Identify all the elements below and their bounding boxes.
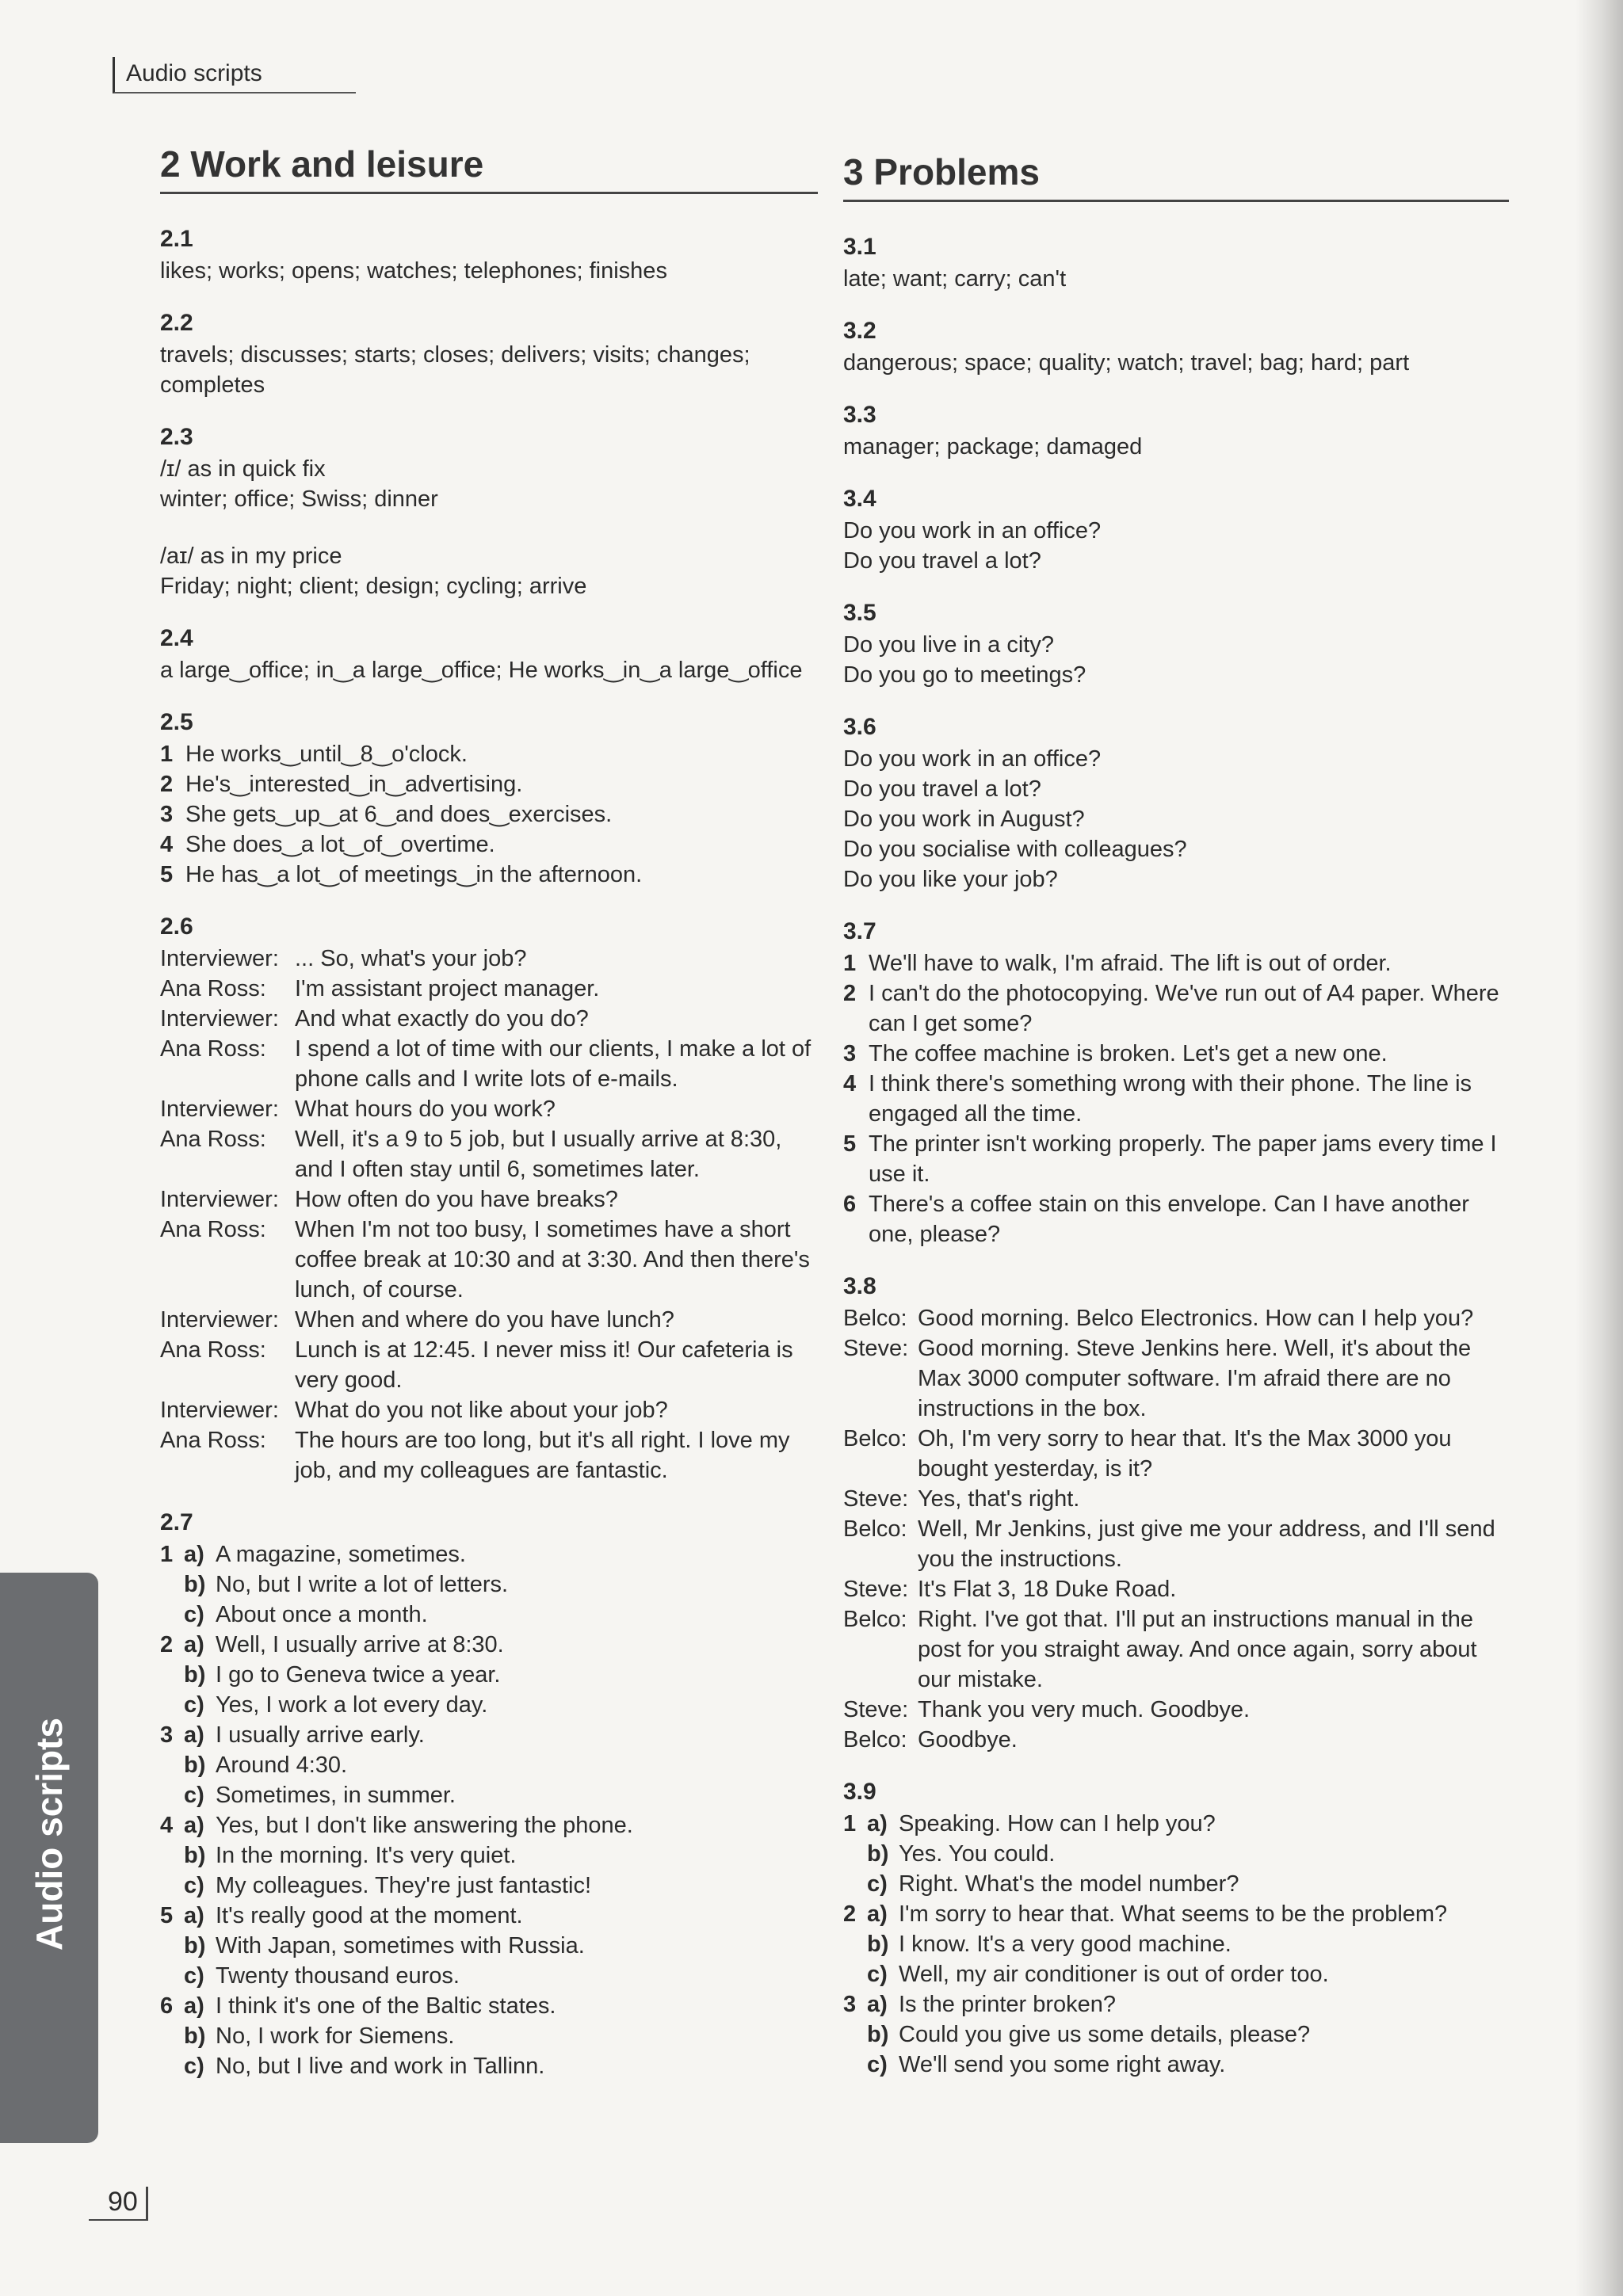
text-line: Do you go to meetings?	[843, 662, 1086, 688]
list-item: 5 The printer isn't working properly. The paper jams every time I use it.	[843, 1131, 1497, 1187]
utterance: What do you not like about your job?	[295, 1398, 668, 1423]
answer-item: b) Around 4:30.	[184, 1753, 348, 1778]
speaker: Ana Ross:	[160, 1217, 266, 1242]
speaker: Interviewer:	[160, 946, 279, 971]
utterance: Yes, that's right.	[918, 1486, 1080, 1512]
list-item: 2 I can't do the photocopying. We've run out of A4 paper. Where can I get some?	[843, 981, 1499, 1036]
speaker: Ana Ross:	[160, 1337, 266, 1363]
utterance: ... So, what's your job?	[295, 946, 527, 971]
speaker: Ana Ross:	[160, 1127, 266, 1152]
side-tab-audio-scripts	[0, 1573, 98, 2143]
dialog-turn	[843, 1424, 1509, 1484]
text-line: Do you work in August?	[843, 807, 1085, 832]
answer-item: c) Right. What's the model number?	[867, 1871, 1239, 1897]
utterance: When I'm not too busy, I sometimes have a short coffee break at 10:30 and at 3:30. And then there's lunch, of course.	[295, 1217, 810, 1302]
speaker: Belco:	[843, 1607, 907, 1632]
dialog-turn	[160, 1395, 818, 1425]
section-number: 2.6	[160, 913, 193, 940]
dialog-turn	[843, 1333, 1509, 1424]
answer-item: 3 a) Is the printer broken?	[843, 1992, 1117, 2017]
section-2-5	[160, 709, 818, 890]
utterance: When and where do you have lunch?	[295, 1307, 674, 1333]
section-number: 2.2	[160, 310, 193, 336]
list-item: 1 He works‿until‿8‿o'clock.	[160, 742, 468, 767]
answer-item: c) About once a month.	[184, 1602, 428, 1627]
answer-item: b) No, I work for Siemens.	[184, 2023, 455, 2049]
utterance: Oh, I'm very sorry to hear that. It's the Max 3000 you bought yesterday, is it?	[918, 1426, 1452, 1482]
section-3-9	[843, 1779, 1509, 2080]
text-line: completes	[160, 372, 265, 398]
speaker: Belco:	[843, 1727, 907, 1753]
section-2-7	[160, 1509, 818, 2081]
text-line: Do you live in a city?	[843, 632, 1054, 658]
speaker: Interviewer:	[160, 1398, 279, 1423]
answer-item: b) With Japan, sometimes with Russia.	[184, 1933, 585, 1958]
utterance: I spend a lot of time with our clients, I make a lot of phone calls and I write lots of e-mails.	[295, 1036, 812, 1092]
text-line: winter; office; Swiss; dinner	[160, 486, 438, 512]
answer-item: 4 a) Yes, but I don't like answering the phone.	[160, 1813, 633, 1838]
dialog-turn	[160, 1124, 818, 1184]
speaker: Interviewer:	[160, 1097, 279, 1122]
utterance: Good morning. Belco Electronics. How can I help you?	[918, 1306, 1474, 1331]
dialog-turn	[843, 1514, 1509, 1574]
speaker: Ana Ross:	[160, 1036, 266, 1062]
speaker: Interviewer:	[160, 1006, 279, 1032]
section-number: 3.8	[843, 1273, 876, 1299]
dialog-turn	[843, 1303, 1509, 1333]
speaker: Steve:	[843, 1577, 909, 1602]
section-3-3	[843, 402, 1509, 462]
section-number: 2.7	[160, 1509, 193, 1535]
section-3-2	[843, 318, 1509, 378]
dialog-turn	[160, 1335, 818, 1395]
answer-item: c) Sometimes, in summer.	[184, 1783, 456, 1808]
text-line: likes; works; opens; watches; telephones; finishes	[160, 258, 667, 284]
section-number: 3.2	[843, 318, 876, 344]
section-2-3	[160, 424, 818, 601]
list-item: 4 She does‿a lot‿of‿overtime.	[160, 832, 495, 857]
answer-item: 1 a) A magazine, sometimes.	[160, 1542, 466, 1567]
section-number: 2.3	[160, 424, 193, 450]
section-3-8	[843, 1273, 1509, 1755]
answer-item: c) Well, my air conditioner is out of order too.	[867, 1962, 1329, 1987]
dialog-turn	[160, 1004, 818, 1034]
speaker: Interviewer:	[160, 1187, 279, 1212]
side-tab-label: Audio scripts	[29, 1718, 70, 1951]
utterance: It's Flat 3, 18 Duke Road.	[918, 1577, 1177, 1602]
text-line: Do you travel a lot?	[843, 548, 1041, 574]
dialog-turn	[843, 1604, 1509, 1695]
speaker: Belco:	[843, 1516, 907, 1542]
text-line: Do you travel a lot?	[843, 776, 1041, 802]
section-number: 3.4	[843, 486, 876, 512]
answer-item: c) No, but I live and work in Tallinn.	[184, 2054, 545, 2079]
dialog-turn	[843, 1574, 1509, 1604]
chapter-title-problems: 3 Problems	[843, 151, 1509, 202]
text-line: manager; package; damaged	[843, 434, 1143, 460]
utterance: And what exactly do you do?	[295, 1006, 589, 1032]
utterance: Thank you very much. Goodbye.	[918, 1697, 1251, 1722]
utterance: Well, Mr Jenkins, just give me your address, and I'll send you the instructions.	[918, 1516, 1495, 1572]
section-number: 2.4	[160, 625, 193, 651]
list-item: 1 We'll have to walk, I'm afraid. The lift is out of order.	[843, 951, 1392, 976]
text-line: late; want; carry; can't	[843, 266, 1067, 292]
dialog-turn	[160, 1184, 818, 1215]
answer-item: b) In the morning. It's very quiet.	[184, 1843, 517, 1868]
dialog-turn	[160, 1425, 818, 1486]
section-2-6	[160, 913, 818, 1486]
answer-item: b) I know. It's a very good machine.	[867, 1932, 1232, 1957]
utterance: How often do you have breaks?	[295, 1187, 618, 1212]
list-item: 6 There's a coffee stain on this envelope. Can I have another one, please?	[843, 1192, 1469, 1247]
answer-item: c) We'll send you some right away.	[867, 2052, 1226, 2077]
text-line: /ɪ/ as in quick fix	[160, 456, 326, 482]
text-line: travels; discusses; starts; closes; delivers; visits; changes;	[160, 342, 750, 368]
answer-item: b) No, but I write a lot of letters.	[184, 1572, 509, 1597]
list-item: 3 The coffee machine is broken. Let's get a new one.	[843, 1041, 1388, 1066]
chapter-title-work-leisure: 2 Work and leisure	[160, 143, 818, 194]
utterance: What hours do you work?	[295, 1097, 556, 1122]
speaker: Belco:	[843, 1426, 907, 1451]
answer-item: c) Yes, I work a lot every day.	[184, 1692, 488, 1718]
utterance: Right. I've got that. I'll put an instructions manual in the post for you straight away. And once again, sorry about our mistake.	[918, 1607, 1477, 1692]
dialog-turn	[160, 1034, 818, 1094]
list-item: 4 I think there's something wrong with their phone. The line is engaged all the time.	[843, 1071, 1472, 1127]
section-2-4	[160, 625, 818, 685]
answer-item: b) Yes. You could.	[867, 1841, 1056, 1867]
section-number: 3.6	[843, 714, 876, 740]
section-3-1	[843, 234, 1509, 294]
running-head: Audio scripts	[113, 57, 356, 93]
utterance: Good morning. Steve Jenkins here. Well, it's about the Max 3000 computer software. I'm afraid there are no instructions in the box.	[918, 1336, 1472, 1421]
section-3-5	[843, 600, 1509, 690]
text-line: Do you work in an office?	[843, 746, 1102, 772]
section-number: 3.9	[843, 1779, 876, 1805]
text-line: Friday; night; client; design; cycling; arrive	[160, 574, 587, 599]
list-item: 3 She gets‿up‿at 6‿and does‿exercises.	[160, 802, 613, 827]
dialog-turn	[160, 1215, 818, 1305]
page-number: 90	[89, 2187, 148, 2221]
dialog-turn	[160, 974, 818, 1004]
left-column	[160, 143, 818, 2105]
answer-item: 3 a) I usually arrive early.	[160, 1722, 425, 1748]
utterance: I'm assistant project manager.	[295, 976, 600, 1001]
section-number: 3.5	[843, 600, 876, 626]
speaker: Steve:	[843, 1336, 909, 1361]
speaker: Ana Ross:	[160, 976, 266, 1001]
answer-item: c) Twenty thousand euros.	[184, 1963, 460, 1989]
answer-item: 2 a) Well, I usually arrive at 8:30.	[160, 1632, 504, 1657]
dialog-turn	[843, 1695, 1509, 1725]
dialog-turn	[160, 1094, 818, 1124]
utterance: The hours are too long, but it's all right. I love my job, and my colleagues are fantastic.	[295, 1428, 790, 1483]
section-number: 2.5	[160, 709, 193, 735]
speaker: Steve:	[843, 1486, 909, 1512]
dialog-turn	[843, 1484, 1509, 1514]
list-item: 2 He's‿interested‿in‿advertising.	[160, 772, 523, 797]
answer-item: c) My colleagues. They're just fantastic!	[184, 1873, 592, 1898]
speaker: Belco:	[843, 1306, 907, 1331]
answer-item: b) Could you give us some details, please?	[867, 2022, 1311, 2047]
section-2-1	[160, 226, 818, 286]
text-line: Do you work in an office?	[843, 518, 1102, 543]
utterance: Well, it's a 9 to 5 job, but I usually arrive at 8:30, and I often stay until 6, sometimes later.	[295, 1127, 782, 1182]
section-3-6	[843, 714, 1509, 894]
answer-item: 1 a) Speaking. How can I help you?	[843, 1811, 1216, 1836]
utterance: Lunch is at 12:45. I never miss it! Our cafeteria is very good.	[295, 1337, 793, 1393]
section-2-2	[160, 310, 818, 400]
utterance: Goodbye.	[918, 1727, 1018, 1753]
list-item: 5 He has‿a lot‿of meetings‿in the afternoon.	[160, 862, 643, 887]
section-number: 2.1	[160, 226, 193, 252]
answer-item: b) I go to Geneva twice a year.	[184, 1662, 501, 1688]
speaker: Steve:	[843, 1697, 909, 1722]
section-number: 3.7	[843, 918, 876, 944]
section-number: 3.1	[843, 234, 876, 260]
text-line: Do you socialise with colleagues?	[843, 837, 1187, 862]
text-line: dangerous; space; quality; watch; travel; bag; hard; part	[843, 350, 1410, 376]
answer-item: 2 a) I'm sorry to hear that. What seems to be the problem?	[843, 1901, 1448, 1927]
text-line: /aɪ/ as in my price	[160, 543, 342, 569]
answer-item: 5 a) It's really good at the moment.	[160, 1903, 523, 1928]
section-3-7	[843, 918, 1509, 1249]
right-column	[843, 151, 1509, 2103]
speaker: Interviewer:	[160, 1307, 279, 1333]
dialog-turn	[160, 944, 818, 974]
section-3-4	[843, 486, 1509, 576]
answer-item: 6 a) I think it's one of the Baltic states.	[160, 1993, 556, 2019]
dialog-turn	[843, 1725, 1509, 1755]
dialog-turn	[160, 1305, 818, 1335]
text-line: a large‿office; in‿a large‿office; He works‿in‿a large‿office	[160, 658, 803, 683]
text-line: Do you like your job?	[843, 867, 1058, 892]
section-number: 3.3	[843, 402, 876, 428]
speaker: Ana Ross:	[160, 1428, 266, 1453]
page-gutter-shadow	[1575, 0, 1623, 2296]
